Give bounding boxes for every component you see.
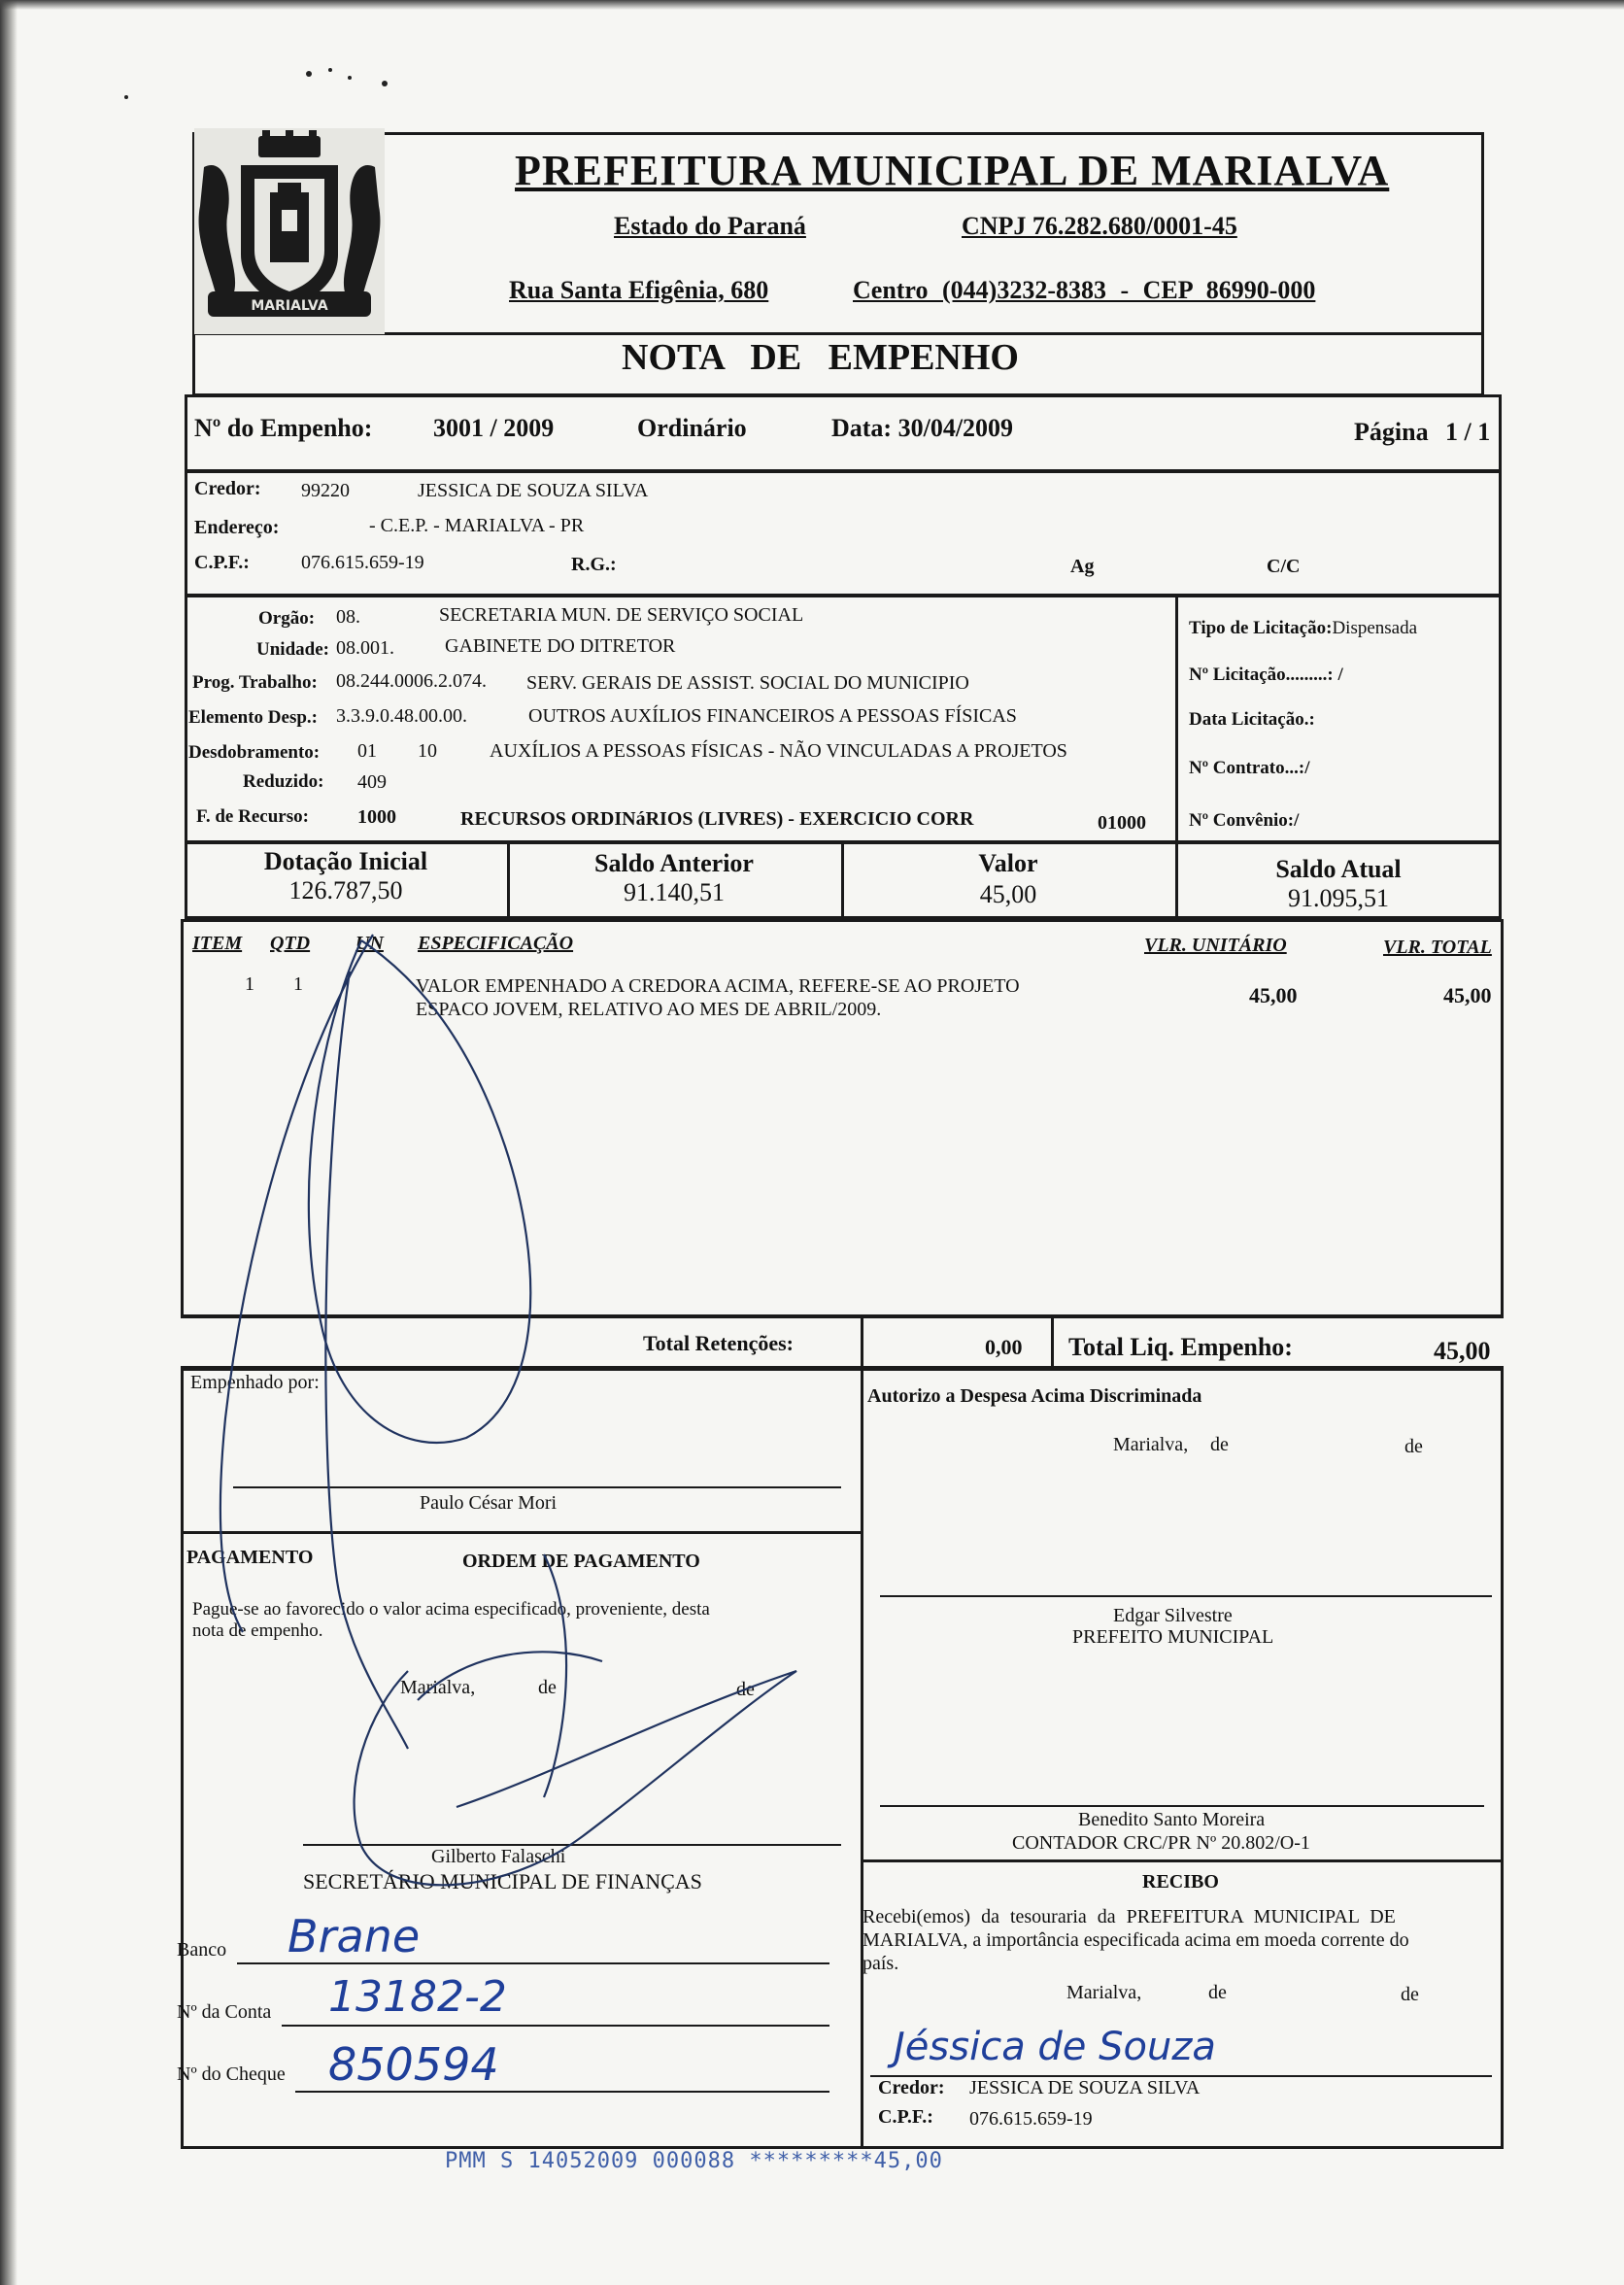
col-especificacao: ESPECIFICAÇÃO	[418, 933, 574, 954]
endereco-label: Endereço:	[194, 517, 280, 538]
cpf-value: 076.615.659-19	[301, 552, 424, 573]
pagamento-text-1: Pague-se ao favorecido o valor acima especificado, proveniente, desta	[192, 1599, 710, 1620]
scan-edge	[0, 0, 17, 2285]
rg-label: R.G.:	[571, 554, 617, 575]
recibo-text-1: Recebi(emos) da tesouraria da PREFEITURA MUNICIPAL DE	[863, 1906, 1396, 1927]
empenhado-label: Empenhado por:	[190, 1372, 320, 1393]
valor-value: 45,00	[979, 880, 1037, 908]
address-rest-label: Centro (044)3232-8383 - CEP 86990-000	[853, 276, 1316, 304]
prefeito-cargo: PREFEITO MUNICIPAL	[1072, 1626, 1274, 1648]
address-label: Rua Santa Efigênia, 680	[509, 276, 769, 304]
ordem-pagamento-title: ORDEM DE PAGAMENTO	[462, 1551, 700, 1572]
secretario-sign-line	[303, 1844, 841, 1846]
empenho-type: Ordinário	[637, 414, 747, 442]
table-row-qtd: 1	[293, 973, 303, 995]
recibo-credor-nome: JESSICA DE SOUZA SILVA	[969, 2077, 1201, 2098]
saldo-anterior-label: Saldo Anterior	[594, 849, 754, 877]
recibo-credor-label: Credor:	[878, 2077, 945, 2098]
licitacao-tipo: Tipo de Licitação:Dispensada	[1189, 618, 1418, 638]
orgao-label: Orgão:	[258, 608, 316, 629]
cpf-label: C.P.F.:	[194, 552, 250, 573]
total-retencoes-value: 0,00	[985, 1335, 1023, 1359]
lower-divider	[861, 1366, 863, 2149]
pagamento-de-2: de	[736, 1679, 755, 1700]
convenio-numero: Nº Convênio:/	[1189, 810, 1300, 831]
prefeito-sign-line	[880, 1595, 1492, 1597]
prog-code: 08.244.0006.2.074.	[336, 670, 487, 692]
pagamento-text-2: nota de empenho.	[192, 1620, 323, 1641]
empenhado-bottom-line	[181, 1531, 861, 1534]
recibo-text-3: país.	[863, 1953, 899, 1974]
cheque-handwritten: 850594	[328, 2038, 499, 2091]
recibo-title: RECIBO	[1142, 1871, 1219, 1893]
dotacao-value: 126.787,50	[288, 876, 403, 904]
credor-code: 99220	[301, 480, 350, 501]
banco-handwritten: Brane	[288, 1910, 421, 1962]
unidade-code: 08.001.	[336, 637, 394, 659]
valor-label: Valor	[978, 849, 1038, 877]
totals-top-line	[181, 1315, 1504, 1318]
scan-edge-top	[0, 0, 1624, 10]
banco-line	[237, 1962, 829, 1964]
saldo-anterior-value: 91.140,51	[624, 878, 725, 906]
cc-label: C/C	[1267, 556, 1301, 577]
cheque-line	[295, 2091, 829, 2093]
cheque-label: Nº do Cheque	[177, 2063, 286, 2085]
licitacao-numero: Nº Licitação.........: /	[1189, 665, 1343, 685]
col-vlr-unitario: VLR. UNITÁRIO	[1144, 935, 1287, 956]
endereco-value: - C.E.P. - MARIALVA - PR	[369, 515, 585, 536]
fonte-code: 1000	[357, 806, 396, 828]
conta-line	[282, 2025, 829, 2027]
orgao-code: 08.	[336, 606, 360, 628]
contador-cargo: CONTADOR CRC/PR Nº 20.802/O-1	[1012, 1832, 1310, 1854]
fonte-code-2: 01000	[1098, 812, 1146, 834]
desdobramento-b: 10	[418, 740, 437, 762]
empenhado-sign-line	[233, 1486, 841, 1488]
elemento-code: 3.3.9.0.48.00.00.	[336, 705, 467, 727]
table-row-desc-1: VALOR EMPENHADO A CREDORA ACIMA, REFERE-SE AO PROJETO	[416, 975, 1020, 997]
credor-signature: Jéssica de Souza	[894, 2025, 1216, 2069]
header-divider	[192, 332, 1484, 335]
ag-label: Ag	[1070, 556, 1095, 577]
reduzido-value: 409	[357, 771, 387, 793]
recibo-text-2: MARIALVA, a importância especificada acima em moeda corrente do	[863, 1929, 1409, 1951]
recibo-cpf-label: C.P.F.:	[878, 2106, 933, 2128]
col-qtd: QTD	[270, 933, 311, 954]
desdobramento-a: 01	[357, 740, 377, 762]
empenho-number-label: Nº do Empenho:	[194, 414, 373, 442]
conta-label: Nº da Conta	[177, 2001, 272, 2023]
coat-of-arms-text: MARIALVA	[251, 298, 328, 314]
total-liquido-value: 45,00	[1434, 1337, 1491, 1365]
contador-nome: Benedito Santo Moreira	[1078, 1809, 1266, 1830]
table-row-unit: 45,00	[1249, 983, 1298, 1007]
state-label: Estado do Paraná	[614, 212, 806, 240]
autorizo-marialva: Marialva,	[1113, 1434, 1189, 1455]
autorizo-de-1: de	[1210, 1434, 1229, 1455]
pagamento-label: PAGAMENTO	[186, 1547, 314, 1568]
prog-label: Prog. Trabalho:	[192, 672, 318, 693]
total-retencoes-label: Total Retenções:	[643, 1331, 794, 1355]
lower-box	[181, 1366, 1504, 2149]
unidade-label: Unidade:	[256, 639, 329, 660]
saldo-atual-label: Saldo Atual	[1275, 855, 1402, 883]
unidade-desc: GABINETE DO DITRETOR	[445, 635, 676, 657]
recibo-marialva: Marialva,	[1066, 1982, 1142, 2003]
fonte-label: F. de Recurso:	[196, 806, 309, 827]
page-label: Página	[1354, 418, 1429, 446]
totals-divider-1	[861, 1315, 863, 1370]
table-row-total: 45,00	[1443, 983, 1492, 1007]
empenho-date: Data: 30/04/2009	[831, 414, 1014, 442]
empenho-number: 3001 / 2009	[433, 414, 555, 442]
document-title: NOTA DE EMPENHO	[622, 337, 1019, 378]
dotacao-label: Dotação Inicial	[263, 847, 428, 875]
table-row-desc-2: ESPACO JOVEM, RELATIVO AO MES DE ABRIL/2009.	[416, 999, 882, 1020]
licitacao-data: Data Licitação.:	[1189, 709, 1315, 730]
payment-stamp: PMM S 14052009 000088 *********45,00	[445, 2149, 943, 2173]
pagamento-marialva: Marialva,	[400, 1677, 476, 1698]
col-un: UN	[355, 933, 384, 954]
credor-name: JESSICA DE SOUZA SILVA	[418, 480, 649, 501]
autorizo-de-2: de	[1404, 1436, 1423, 1457]
recibo-top-line	[861, 1859, 1504, 1862]
contrato-numero: Nº Contrato...:/	[1189, 758, 1310, 778]
prefeito-nome: Edgar Silvestre	[1113, 1605, 1233, 1626]
table-row-item: 1	[245, 973, 254, 995]
cnpj-label: CNPJ 76.282.680/0001-45	[962, 212, 1237, 240]
col-vlr-total: VLR. TOTAL	[1383, 937, 1492, 958]
elemento-label: Elemento Desp.:	[188, 707, 318, 728]
credor-label: Credor:	[194, 478, 261, 499]
saldo-atual-value: 91.095,51	[1288, 884, 1389, 912]
recibo-de-1: de	[1208, 1982, 1227, 2003]
conta-handwritten: 13182-2	[328, 1972, 507, 2022]
fonte-desc: RECURSOS ORDINáRIOS (LIVRES) - EXERCICIO CORR	[460, 808, 974, 830]
elemento-desc: OUTROS AUXÍLIOS FINANCEIROS A PESSOAS FÍSICAS	[528, 705, 1017, 727]
prog-desc: SERV. GERAIS DE ASSIST. SOCIAL DO MUNICIPIO	[526, 672, 969, 694]
total-liquido-label: Total Liq. Empenho:	[1068, 1333, 1293, 1361]
pagamento-de-1: de	[538, 1677, 557, 1698]
reduzido-label: Reduzido:	[243, 771, 324, 792]
col-item: ITEM	[192, 933, 243, 954]
contador-sign-line	[880, 1805, 1484, 1807]
totals-divider-2	[1051, 1315, 1054, 1370]
banco-label: Banco	[177, 1939, 227, 1961]
page-number: 1 / 1	[1445, 418, 1491, 446]
desdobramento-label: Desdobramento:	[188, 742, 321, 763]
autorizo-text: Autorizo a Despesa Acima Discriminada	[867, 1385, 1202, 1407]
coat-of-arms-logo	[194, 128, 385, 334]
classificacao-divider	[1175, 595, 1178, 843]
secretario-nome: Gilberto Falaschi	[431, 1846, 566, 1867]
recibo-cpf-value: 076.615.659-19	[969, 2108, 1093, 2130]
desdobramento-desc: AUXÍLIOS A PESSOAS FÍSICAS - NÃO VINCULADAS A PROJETOS	[490, 740, 1067, 762]
secretario-cargo: SECRETÁRIO MUNICIPAL DE FINANÇAS	[303, 1869, 702, 1893]
recibo-de-2: de	[1401, 1984, 1419, 2005]
page-title: PREFEITURA MUNICIPAL DE MARIALVA	[515, 147, 1390, 194]
empenhado-nome: Paulo César Mori	[420, 1492, 558, 1514]
orgao-desc: SECRETARIA MUN. DE SERVIÇO SOCIAL	[439, 604, 804, 626]
